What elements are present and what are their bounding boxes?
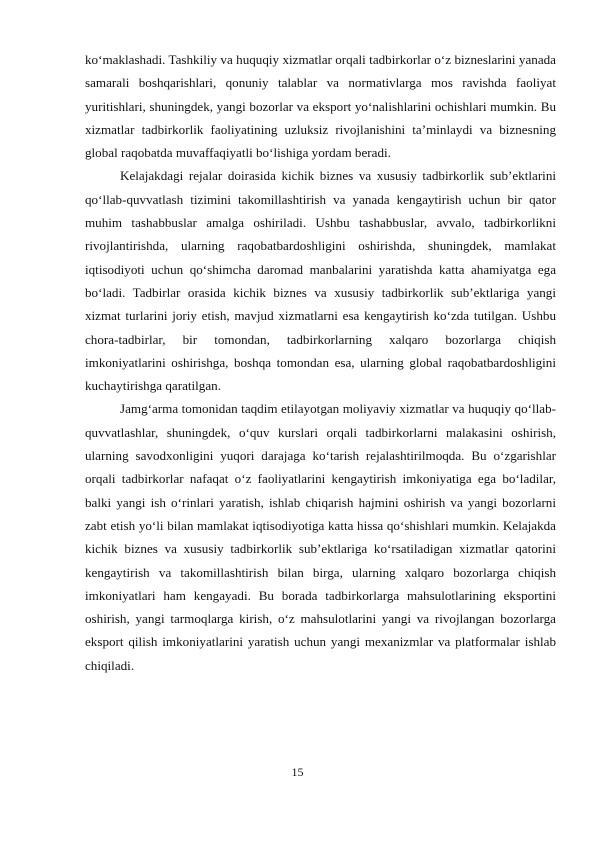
paragraph-continuation: ko‘maklashadi. Tashkiliy va huquqiy xizmatlar orqali tadbirkorlar o‘z bizneslarini yanada samarali boshqarishlari, qonuniy talablar va normativlarga mos ravishda faoliyat yuritishlari, shuningdek, yangi bozorlar va eksport yo‘nalishlarini ochishlari mumkin. Bu xizmatlar tadbirkorlik faoliyatining uzluksiz rivojlanishini ta’minlaydi va biznesning global raqobatda muvaffaqiyatli bo‘lishiga yordam beradi. — [85, 52, 556, 161]
paragraph: Kelajakdagi rejalar doirasida kichik biznes va xususiy tadbirkorlik sub’ektlarini qo‘llab-quvvatlash tizimini takomillashtirish va yanada kengaytirish uchun bir qator muhim tashabbuslar amalga oshiriladi. Ushbu tashabbuslar, avvalo, tadbirkorlikni rivojlantirishda, ularning raqobatbardoshligini oshirishda, shuningdek, mamlakat iqtisodiyoti uchun qo‘shimcha daromad manbalarini yaratishda katta ahamiyatga ega bo‘ladi. Tadbirlar orasida kichik biznes va xususiy tadbirkorlik sub’ektlariga yangi xizmat turlarini joriy etish, mavjud xizmatlarni esa kengaytirish ko‘zda tutilgan. Ushbu chora-tadbirlar, bir tomondan, tadbirkorlarning xalqaro bozorlarga chiqish imkoniyatlarini oshirishga, boshqa tomondan esa, ularning global raqobatbardoshligini kuchaytirishga qaratilgan. — [85, 168, 556, 394]
body-text — [85, 48, 556, 677]
paragraph: Jamg‘arma tomonidan taqdim etilayotgan moliyaviy xizmatlar va huquqiy qo‘llab-quvvatlashlar, shuningdek, o‘quv kurslari orqali tadbirkorlarni malakasini oshirish, ularning savodxonligini yuqori darajaga ko‘tarish rejalashtirilmoqda. Bu o‘zgarishlar orqali tadbirkorlar nafaqat o‘z faoliyatlarini kengaytirish imkoniyatiga ega bo‘ladilar, balki yangi ish o‘rinlari yaratish, ishlab chiqarish hajmini oshirish va yangi bozorlarni zabt etish yo‘li bilan mamlakat iqtisodiyotiga katta hissa qo‘shishlari mumkin. Kelajakda kichik biznes va xususiy tadbirkorlik sub’ektlariga ko‘rsatiladigan xizmatlar qatorini kengaytirish va takomillashtirish bilan birga, ularning xalqaro bozorlarga chiqish imkoniyatlari ham kengayadi. Bu borada tadbirkorlarga mahsulotlarining eksportini oshirish, yangi tarmoqlarga kirish, o‘z mahsulotlarini yangi va rivojlangan bozorlarga eksport qilish imkoniyatlarini yaratish uchun yangi mexanizmlar va platformalar ishlab chiqiladi. — [85, 401, 556, 673]
page-number: 15 — [291, 765, 304, 779]
